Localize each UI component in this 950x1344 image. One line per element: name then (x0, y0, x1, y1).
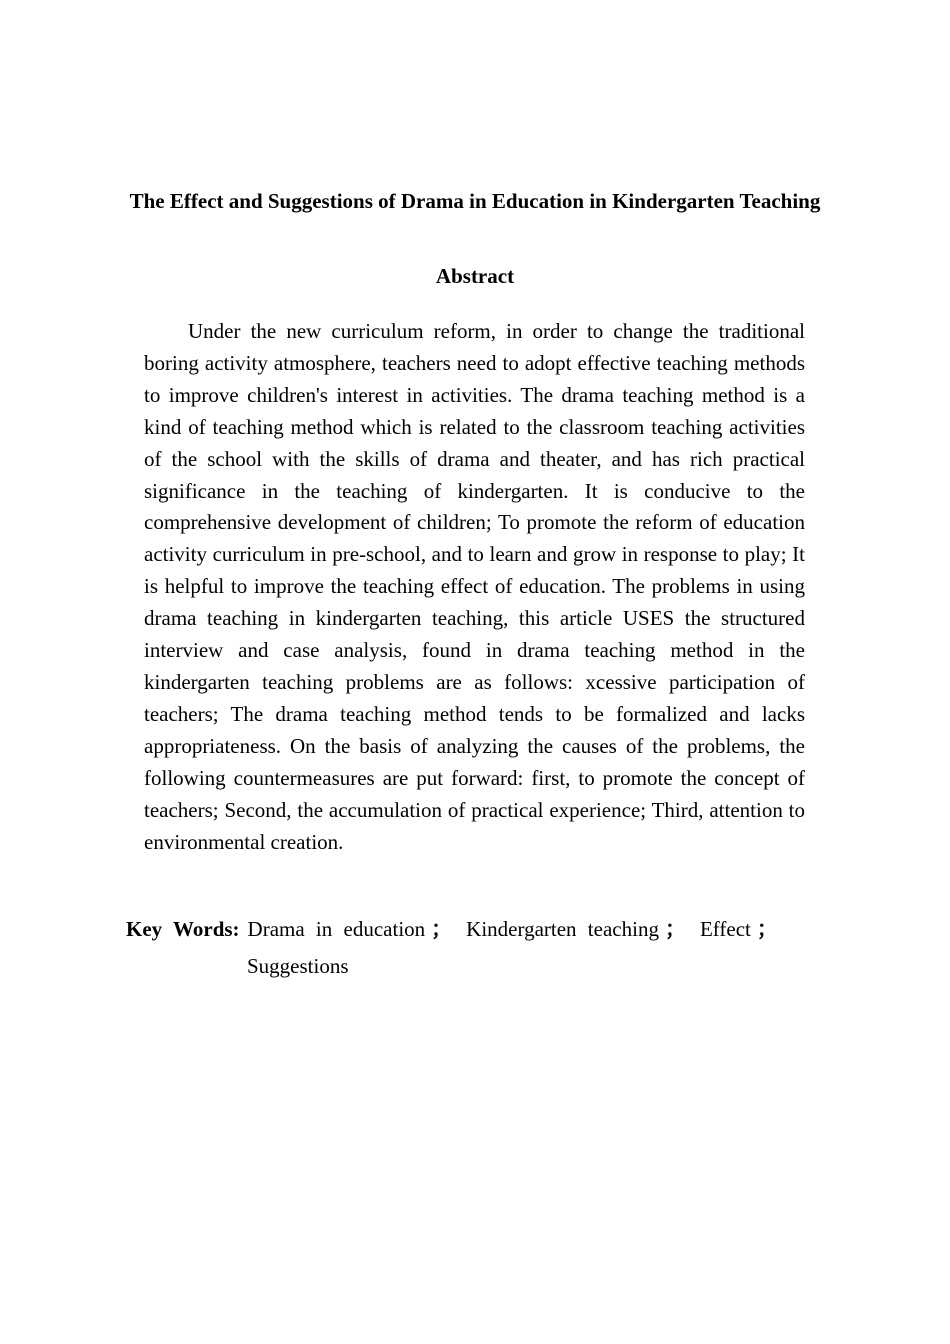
keyword-item: Kindergarten teaching (466, 917, 659, 941)
abstract-heading: Abstract (435, 264, 515, 288)
keyword-separator: ； (664, 917, 686, 941)
keywords-section (126, 911, 806, 985)
keywords-label: Key Words: (126, 917, 240, 941)
keyword-item: Suggestions (247, 954, 349, 978)
abstract-body: Under the new curriculum reform, in order to change the traditional boring activity atmosphere, teachers need to adopt effective teaching methods to improve children's interest in activities. The drama teaching method is a kind of teaching method which is related to the classroom teaching activities of the school with the skills of drama and theater, and has rich practical significance in the teaching of kindergarten. It is conducive to the comprehensive development of children; To promote the reform of education activity curriculum in pre-school, and to learn and grow in response to play; It is helpful to improve the teaching effect of education. The problems in using drama teaching in kindergarten teaching, this article USES the structured interview and case analysis, found in drama teaching method in the kindergarten teaching problems are as follows: xcessive participation of teachers; The drama teaching method tends to be formalized and lacks appropriateness. On the basis of analyzing the causes of the problems, the following countermeasures are put forward: first, to promote the concept of teachers; Second, the accumulation of practical experience; Third, attention to environmental creation. (144, 319, 805, 854)
keyword-separator: ； (756, 917, 778, 941)
keyword-item: Drama in education (247, 917, 426, 941)
keyword-item: Effect (699, 917, 751, 941)
keyword-separator: ； (431, 917, 453, 941)
paper-title: The Effect and Suggestions of Drama in Education in Kindergarten Teaching (129, 189, 821, 213)
